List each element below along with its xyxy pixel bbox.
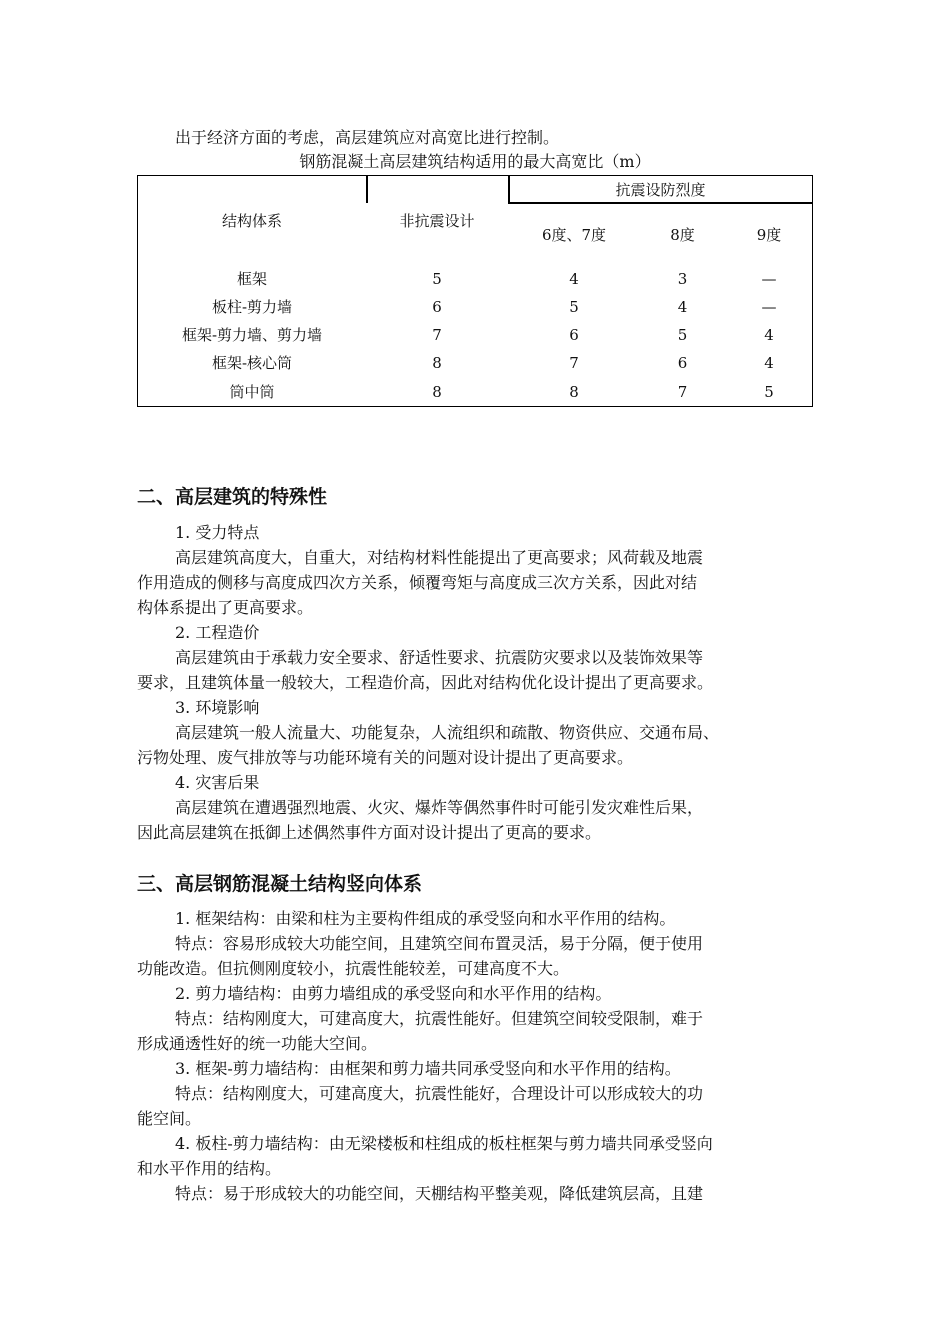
paragraph-line: 高层建筑由于承载力安全要求、舒适性要求、抗震防灾要求以及装饰效果等 xyxy=(175,648,704,667)
paragraph-line: 高层建筑高度大，自重大，对结构材料性能提出了更高要求；风荷载及地震 xyxy=(175,548,704,567)
row-value: 6 xyxy=(677,354,688,372)
paragraph-line: 和水平作用的结构。 xyxy=(137,1159,282,1178)
row-value: 4 xyxy=(569,270,579,288)
row-value: 5 xyxy=(677,326,688,344)
row-value: — xyxy=(761,270,777,288)
header-seismic-intensity: 抗震设防烈度 xyxy=(615,181,706,199)
paragraph-line: 能空间。 xyxy=(137,1109,202,1128)
table-caption: 钢筋混凝土高层建筑结构适用的最大高宽比（m） xyxy=(299,152,651,171)
paragraph-line: 高层建筑一般人流量大、功能复杂，人流组织和疏散、物资供应、交通布局、 xyxy=(175,723,720,742)
row-value: 6 xyxy=(432,298,442,316)
intro-paragraph: 出于经济方面的考虑，高层建筑应对高宽比进行控制。 xyxy=(175,128,560,147)
row-name: 板柱-剪力墙 xyxy=(211,298,293,316)
item-heading: 4. 灾害后果 xyxy=(175,773,260,792)
row-name: 筒中筒 xyxy=(229,383,275,401)
aspect-ratio-table xyxy=(137,175,813,407)
row-value: 6 xyxy=(569,326,579,344)
row-value: 7 xyxy=(677,383,688,401)
row-value: 4 xyxy=(764,354,774,372)
header-deg-9: 9度 xyxy=(756,226,782,244)
row-value: 7 xyxy=(569,354,579,372)
paragraph-line: 4. 板柱-剪力墙结构：由无梁楼板和柱组成的板柱框架与剪力墙共同承受竖向 xyxy=(175,1134,713,1153)
paragraph-line: 1. 框架结构：由梁和柱为主要构件组成的承受竖向和水平作用的结构。 xyxy=(175,909,676,928)
header-deg-6-7: 6度、7度 xyxy=(541,226,607,244)
row-value: 8 xyxy=(569,383,579,401)
paragraph-line: 2. 剪力墙结构：由剪力墙组成的承受竖向和水平作用的结构。 xyxy=(175,984,612,1003)
item-heading: 3. 环境影响 xyxy=(175,698,260,717)
section-2-heading: 二、高层建筑的特殊性 xyxy=(137,486,328,508)
paragraph-line: 特点：结构刚度大，可建高度大，抗震性能好，合理设计可以形成较大的功 xyxy=(175,1084,704,1103)
section-3-heading: 三、高层钢筋混凝土结构竖向体系 xyxy=(137,873,423,895)
row-value: 7 xyxy=(432,326,442,344)
row-value: 5 xyxy=(432,270,442,288)
paragraph-line: 要求，且建筑体量一般较大，工程造价高，因此对结构优化设计提出了更高要求。 xyxy=(137,673,714,692)
paragraph-line: 构体系提出了更高要求。 xyxy=(137,598,314,617)
row-name: 框架-核心筒 xyxy=(211,354,293,372)
paragraph-line: 形成通透性好的统一功能大空间。 xyxy=(137,1034,378,1053)
row-value: 8 xyxy=(432,354,442,372)
paragraph-line: 特点：易于形成较大的功能空间，天棚结构平整美观，降低建筑层高，且建 xyxy=(175,1184,704,1203)
header-structure-system: 结构体系 xyxy=(221,212,282,230)
paragraph-line: 因此高层建筑在抵御上述偶然事件方面对设计提出了更高的要求。 xyxy=(137,823,602,842)
paragraph-line: 污物处理、废气排放等与功能环境有关的问题对设计提出了更高要求。 xyxy=(137,748,634,767)
row-name: 框架-剪力墙、剪力墙 xyxy=(181,326,323,344)
paragraph-line: 特点：容易形成较大功能空间，且建筑空间布置灵活，易于分隔，便于使用 xyxy=(175,934,704,953)
paragraph-line: 特点：结构刚度大，可建高度大，抗震性能好。但建筑空间较受限制，难于 xyxy=(175,1009,704,1028)
table-header-rule xyxy=(508,202,813,204)
row-value: — xyxy=(761,298,777,316)
paragraph-line: 作用造成的侧移与高度成四次方关系，倾覆弯矩与高度成三次方关系，因此对结 xyxy=(137,573,698,592)
row-value: 8 xyxy=(432,383,442,401)
row-value: 4 xyxy=(677,298,688,316)
row-value: 5 xyxy=(569,298,579,316)
header-non-seismic: 非抗震设计 xyxy=(399,212,475,230)
row-value: 5 xyxy=(764,383,774,401)
item-heading: 2. 工程造价 xyxy=(175,623,260,642)
item-heading: 1. 受力特点 xyxy=(175,523,260,542)
paragraph-line: 高层建筑在遭遇强烈地震、火灾、爆炸等偶然事件时可能引发灾难性后果， xyxy=(175,798,704,817)
table-header-divider xyxy=(366,176,368,203)
row-value: 4 xyxy=(764,326,774,344)
paragraph-line: 3. 框架-剪力墙结构：由框架和剪力墙共同承受竖向和水平作用的结构。 xyxy=(175,1059,681,1078)
paragraph-line: 功能改造。但抗侧刚度较小，抗震性能较差，可建高度不大。 xyxy=(137,959,570,978)
header-deg-8: 8度 xyxy=(670,226,695,244)
row-value: 3 xyxy=(677,270,688,288)
row-name: 框架 xyxy=(236,270,267,288)
